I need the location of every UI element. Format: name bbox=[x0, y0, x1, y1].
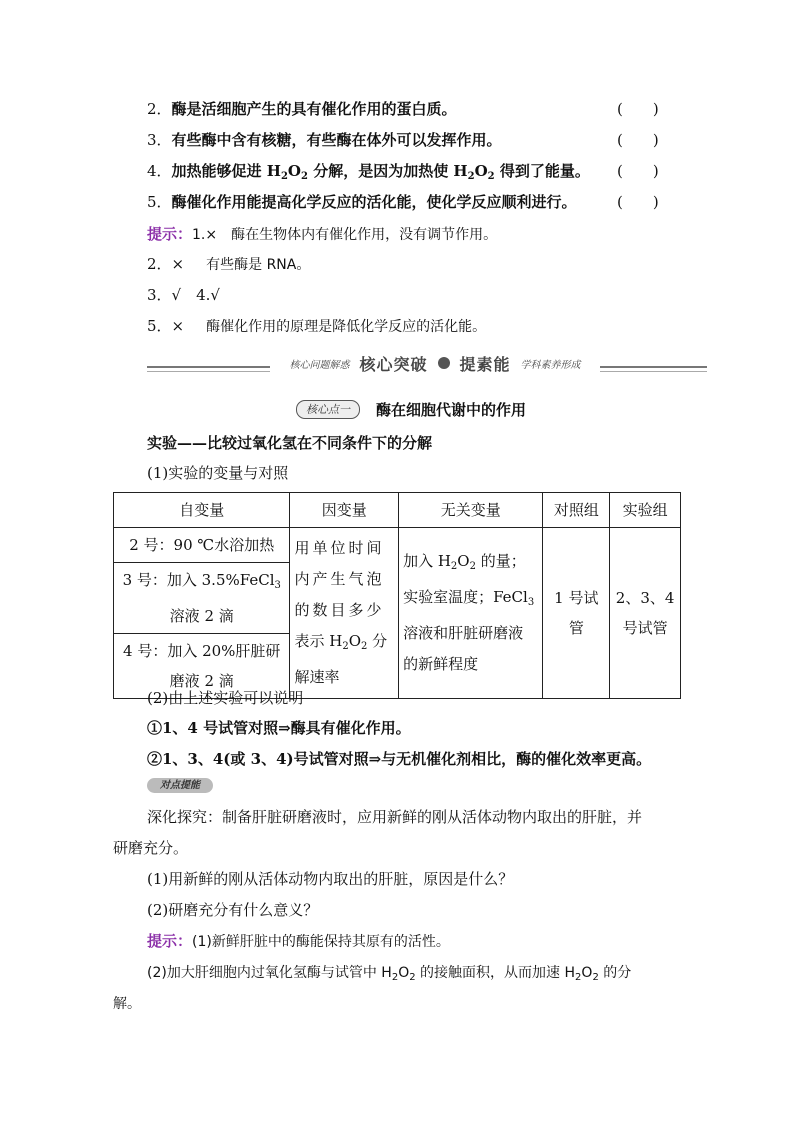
question-number: 2． bbox=[147, 100, 172, 118]
question-number: 3． bbox=[147, 131, 172, 149]
banner-left-text: 核心问题解惑 bbox=[289, 359, 350, 371]
subscript: 2 bbox=[280, 171, 288, 182]
question-3 bbox=[147, 129, 502, 150]
text-part: 的接触面积，从而加速 H bbox=[415, 965, 576, 981]
subscript: 2 bbox=[467, 171, 475, 182]
text-part: 加入 H bbox=[403, 552, 451, 570]
subscript: 2 bbox=[487, 171, 495, 182]
text-part: 加热能够促进 H bbox=[171, 162, 281, 180]
subscript: 2 bbox=[409, 972, 416, 983]
table-header: 实验组 bbox=[610, 493, 681, 528]
experiment-subheading-2: (2)由上述实验可以说明 bbox=[147, 689, 304, 707]
subscript: 3 bbox=[274, 580, 281, 591]
text-part: (2)加大肝细胞内过氧化氢酶与试管中 H bbox=[147, 965, 392, 981]
inquiry-answer-2 bbox=[147, 962, 631, 983]
experiment-title: 实验——比较过氧化氢在不同条件下的分解 bbox=[147, 434, 433, 452]
inquiry-question-2: (2)研磨充分有什么意义？ bbox=[147, 901, 319, 919]
answer-paren: ( ) bbox=[617, 193, 659, 211]
question-text: 酶催化作用能提高化学反应的活化能，使化学反应顺利进行。 bbox=[171, 193, 577, 211]
text-part: O bbox=[457, 552, 470, 570]
question-5 bbox=[147, 191, 577, 212]
question-4 bbox=[147, 160, 590, 182]
text-part: 分 bbox=[367, 632, 388, 650]
cell-line: 管 bbox=[568, 619, 584, 637]
hint-number: 2．× bbox=[147, 255, 185, 273]
subscript: 2 bbox=[469, 561, 476, 572]
table-header-row bbox=[114, 493, 681, 528]
table-cell bbox=[114, 563, 290, 634]
conclusion-1: ①1、4 号试管对照⇒酶具有催化作用。 bbox=[147, 719, 411, 737]
hint-label: 提示： bbox=[147, 932, 193, 950]
table-cell-irrelevant bbox=[399, 528, 543, 699]
text-part: 表示 H bbox=[294, 632, 343, 650]
hint-line-1 bbox=[147, 223, 497, 244]
hint-text: (1)新鲜肝脏中的酶能保持其原有的活性。 bbox=[192, 934, 450, 950]
practice-badge: 对点提能 bbox=[147, 778, 213, 793]
hint-line-2 bbox=[147, 253, 310, 274]
table-header: 无关变量 bbox=[399, 493, 543, 528]
hint-line-5 bbox=[147, 315, 486, 336]
question-text: 酶是活细胞产生的具有催化作用的蛋白质。 bbox=[171, 100, 457, 118]
cell-line: 溶液 2 滴 bbox=[169, 607, 234, 625]
table-header: 自变量 bbox=[114, 493, 290, 528]
text-part: 分解，是因为加热使 H bbox=[307, 162, 468, 180]
text-part: O bbox=[348, 632, 361, 650]
cell-line bbox=[294, 626, 394, 662]
variables-table bbox=[113, 492, 681, 699]
cell-line: 2、3、4 bbox=[615, 589, 675, 607]
question-number: 4． bbox=[147, 162, 172, 180]
cell-line: 4 号：加入 20%肝脏研 bbox=[123, 642, 281, 660]
subscript: 2 bbox=[301, 171, 308, 182]
question-text: 有些酶中含有核糖，有些酶在体外可以发挥作用。 bbox=[171, 131, 502, 149]
conclusion-2: ②1、3、4(或 3、4)号试管对照⇒与无机催化剂相比，酶的催化效率更高。 bbox=[147, 750, 652, 768]
cell-line bbox=[403, 546, 538, 582]
banner-title-a: 核心突破 bbox=[359, 354, 428, 374]
subscript: 2 bbox=[342, 641, 349, 652]
inquiry-question-1: (1)用新鲜的刚从活体动物内取出的肝脏，原因是什么？ bbox=[147, 870, 514, 888]
table-cell-experimental bbox=[610, 528, 681, 699]
hint-label: 提示： bbox=[147, 225, 193, 243]
text-part: 3 号：加入 3.5%FeCl bbox=[122, 571, 275, 589]
banner-dot-icon bbox=[438, 357, 450, 369]
table-header: 因变量 bbox=[290, 493, 399, 528]
text-part: 的量； bbox=[475, 552, 526, 570]
text-part: 得到了能量。 bbox=[494, 162, 590, 180]
cell-line: 内产生气泡 bbox=[294, 570, 385, 588]
text-part: O bbox=[581, 965, 593, 981]
answer-paren: ( ) bbox=[617, 131, 659, 149]
cell-line bbox=[118, 565, 285, 601]
cell-line: 号试管 bbox=[622, 619, 668, 637]
text-part: O bbox=[287, 162, 301, 180]
inquiry-line-2: 研磨充分。 bbox=[113, 839, 189, 857]
hint-text: 1.× 酶在生物体内有催化作用，没有调节作用。 bbox=[192, 227, 498, 243]
table-row bbox=[114, 528, 681, 563]
cell-line bbox=[403, 582, 538, 618]
subscript: 2 bbox=[391, 972, 399, 983]
hint-text: 酶催化作用的原理是降低化学反应的活化能。 bbox=[206, 319, 487, 335]
section-title: 酶在细胞代谢中的作用 bbox=[376, 401, 527, 419]
text-part: O bbox=[474, 162, 488, 180]
table-cell: 2 号：90 ℃水浴加热 bbox=[114, 528, 290, 563]
cell-line: 的新鲜程度 bbox=[403, 655, 479, 673]
answer-paren: ( ) bbox=[617, 162, 659, 180]
question-number: 5． bbox=[147, 193, 172, 211]
section-badge: 核心点一 bbox=[296, 400, 360, 419]
cell-line: 磨液 2 滴 bbox=[169, 672, 234, 690]
cell-line: 用单位时间 bbox=[294, 539, 385, 557]
subscript: 2 bbox=[450, 561, 458, 572]
inquiry-line-1: 深化探究：制备肝脏研磨液时，应用新鲜的刚从活体动物内取出的肝脏，并 bbox=[147, 808, 643, 826]
hint-line-3: 3．√ 4.√ bbox=[147, 286, 220, 304]
banner-title-b: 提素能 bbox=[459, 354, 511, 374]
table-cell-dependent bbox=[290, 528, 399, 699]
question-text bbox=[172, 162, 590, 180]
table-cell-control bbox=[543, 528, 610, 699]
hint-number: 5．× bbox=[147, 317, 185, 335]
text-part: 实验室温度；FeCl bbox=[403, 588, 528, 606]
text-part: 的分 bbox=[598, 965, 632, 981]
banner-right-text: 学科素养形成 bbox=[520, 359, 581, 371]
hint-text: 有些酶是 RNA。 bbox=[206, 257, 311, 273]
experiment-subheading-1: (1)实验的变量与对照 bbox=[147, 464, 289, 482]
subscript: 2 bbox=[361, 641, 368, 652]
subscript: 3 bbox=[527, 597, 535, 608]
cell-line: 溶液和肝脏研磨液 bbox=[403, 624, 524, 642]
subscript: 2 bbox=[592, 972, 599, 983]
section-banner bbox=[270, 352, 600, 374]
inquiry-answer-2-cont: 解。 bbox=[113, 996, 141, 1012]
table-header: 对照组 bbox=[543, 493, 610, 528]
subscript: 2 bbox=[575, 972, 582, 983]
text-part: O bbox=[398, 965, 410, 981]
cell-line: 的数目多少 bbox=[294, 601, 385, 619]
cell-line: 解速率 bbox=[294, 668, 340, 686]
cell-line: 1 号试 bbox=[554, 589, 599, 607]
answer-paren: ( ) bbox=[617, 100, 659, 118]
inquiry-answer-1 bbox=[147, 930, 450, 951]
question-2 bbox=[147, 98, 457, 119]
